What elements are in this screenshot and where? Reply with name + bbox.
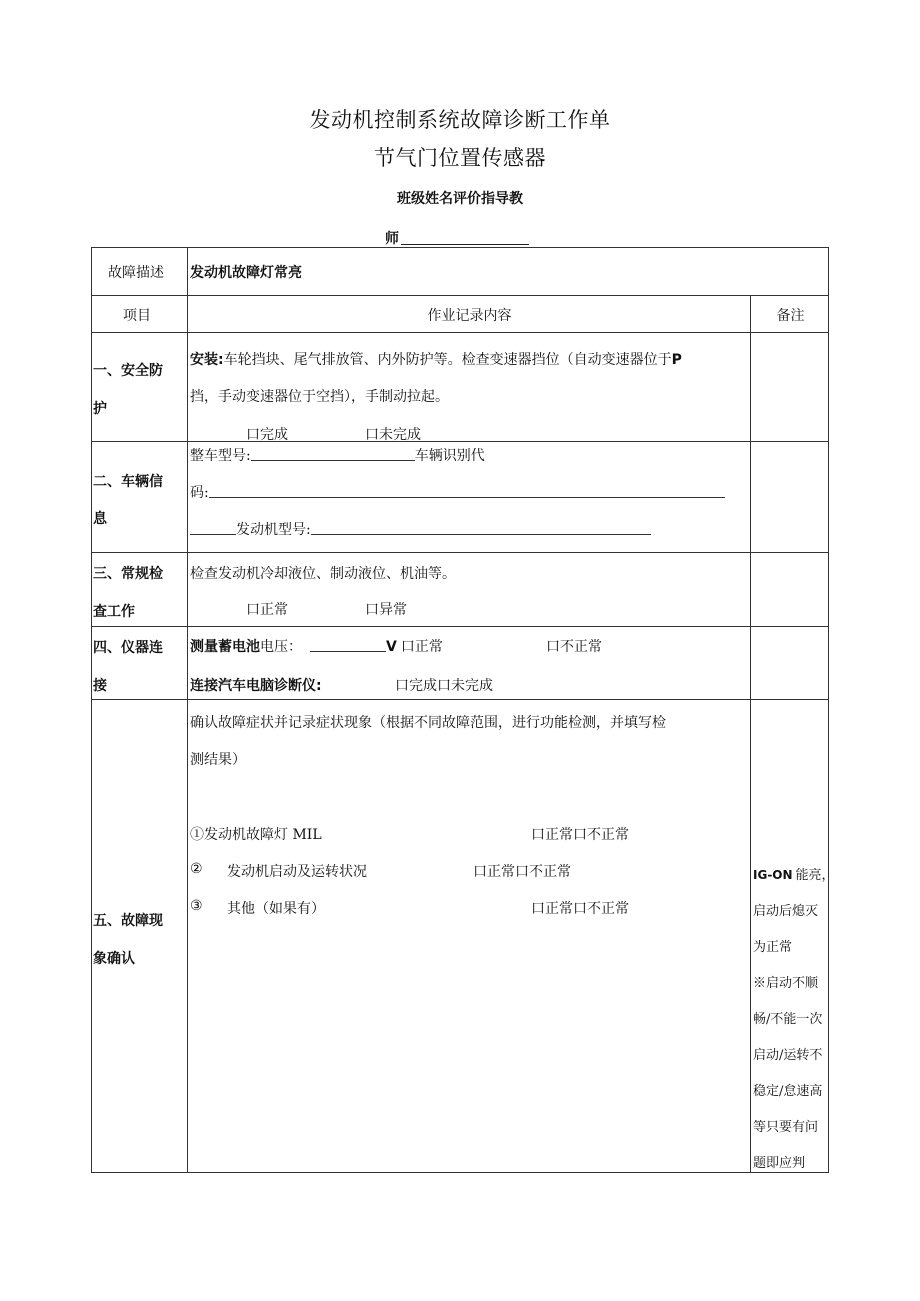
meta-line: 班级姓名评价指导教 — [397, 191, 523, 207]
s1-install-label: 安装: — [190, 352, 224, 368]
s4-label-cont: 接 — [93, 678, 107, 694]
s4-scanner-label: 连接汽车电脑诊断仪: — [190, 678, 322, 694]
s1-text-line1: 车轮挡块、尾气排放管、内外防护等。检查变速器挡位（自动变速器位于 — [223, 352, 672, 368]
s5-note-line-2: 为正常 — [753, 940, 793, 955]
row-divider — [91, 626, 829, 627]
s5-intro-line2: 测结果） — [190, 752, 246, 768]
s4-battery-field — [190, 636, 443, 656]
s3-option-abnormal[interactable]: 口异常 — [365, 602, 407, 618]
s5-item2: 发动机启动及运转状况 — [227, 864, 367, 880]
s2-model-label: 整车型号: — [190, 448, 251, 464]
s1-option-done[interactable]: 口完成 — [246, 427, 288, 443]
s2-engine-label: 发动机型号: — [236, 522, 311, 538]
s5-note-line-0: 能亮， — [795, 868, 835, 883]
s5-note-line — [753, 864, 835, 883]
s4-scanner-options[interactable]: 口完成口未完成 — [395, 678, 493, 694]
col-header-content: 作业记录内容 — [427, 308, 512, 324]
col-divider — [750, 295, 751, 1173]
s5-note-line-4: 畅/不能一次 — [753, 1012, 823, 1027]
col-divider — [187, 247, 188, 1173]
s5-note-line-7: 等只要有问 — [753, 1120, 819, 1135]
table-border-left — [91, 247, 92, 1173]
row-divider — [91, 699, 829, 700]
table-border-top — [91, 247, 829, 248]
s2-model-field — [190, 445, 485, 465]
s3-label: 三、常规检 — [93, 566, 163, 582]
s4-volt-unit: V — [386, 639, 397, 655]
s4-battery-label-bold: 测量蓄电池 — [190, 639, 260, 655]
s4-label: 四、仪器连 — [93, 640, 163, 656]
s5-note-bold: IG-ON — [753, 868, 793, 882]
row-divider — [91, 332, 829, 333]
s3-option-normal[interactable]: 口正常 — [246, 602, 288, 618]
s2-label-cont: 息 — [93, 511, 107, 527]
s5-note-line-1: 启动后熄灭 — [753, 904, 819, 919]
s1-option-undone[interactable]: 口未完成 — [365, 427, 421, 443]
table-border-bottom — [91, 1172, 829, 1173]
document-subtitle: 节气门位置传感器 — [374, 146, 546, 170]
s4-option-abnormal[interactable]: 口不正常 — [546, 639, 602, 655]
document-title: 发动机控制系统故障诊断工作单 — [309, 108, 611, 132]
s2-vin-label-cont: 码: — [190, 485, 209, 501]
s2-engine-blank[interactable] — [311, 521, 651, 535]
s5-label: 五、故障现 — [93, 913, 163, 929]
s2-label: 二、车辆信 — [93, 474, 163, 490]
fault-desc-value: 发动机故障灯常亮 — [190, 265, 302, 281]
s2-engine-field — [190, 519, 651, 539]
s3-text: 检查发动机冷却液位、制动液位、机油等。 — [190, 566, 456, 582]
s1-label-cont: 护 — [93, 401, 107, 417]
s2-vin-blank-cont[interactable] — [190, 521, 236, 535]
s2-vin-label: 车辆识别代 — [414, 448, 485, 464]
s3-label-cont: 查工作 — [93, 604, 135, 620]
s5-note-line-3: ※启动不顺 — [753, 976, 819, 991]
s5-item2-options[interactable]: 口正常口不正常 — [473, 864, 571, 880]
s5-note-line-6: 稳定/怠速高 — [753, 1084, 823, 1099]
s1-install-text — [190, 349, 682, 369]
teacher-label: 师 — [385, 231, 399, 247]
s1-p-gear: P — [671, 352, 682, 368]
row-divider — [91, 295, 829, 296]
teacher-blank[interactable] — [401, 230, 529, 245]
s5-note-line-5: 启动/运转不 — [753, 1048, 823, 1063]
s4-voltage-blank[interactable] — [310, 638, 386, 652]
s5-intro-line1: 确认故障症状并记录症状现象（根据不同故障范围，进行功能检测，并填写检 — [190, 715, 666, 731]
table-border-right — [828, 247, 829, 1173]
s5-item2-number: ② — [190, 861, 203, 877]
s4-battery-label: 电压： — [260, 639, 302, 655]
row-divider — [91, 441, 829, 442]
s5-item1-options[interactable]: 口正常口不正常 — [531, 827, 629, 843]
col-header-item: 项目 — [123, 308, 151, 324]
s5-item3: 其他（如果有） — [227, 901, 325, 917]
s5-label-cont: 象确认 — [93, 951, 135, 967]
s2-vin-field — [190, 482, 725, 502]
s5-item1: ①发动机故障灯 MIL — [190, 827, 322, 843]
s4-option-normal[interactable]: 口正常 — [400, 639, 443, 655]
s5-note-line-8: 题即应判 — [753, 1156, 806, 1171]
fault-desc-label: 故障描述 — [108, 265, 164, 281]
s5-item3-number: ③ — [190, 898, 203, 914]
col-header-note: 备注 — [776, 308, 805, 324]
s2-model-blank[interactable] — [251, 447, 415, 461]
teacher-field — [385, 228, 529, 248]
s1-label: 一、安全防 — [93, 363, 163, 379]
row-divider — [91, 552, 829, 553]
s5-item3-options[interactable]: 口正常口不正常 — [531, 901, 629, 917]
s1-text-line2: 挡，手动变速器位于空挡），手制动拉起。 — [190, 389, 449, 405]
s2-vin-blank[interactable] — [209, 484, 725, 498]
